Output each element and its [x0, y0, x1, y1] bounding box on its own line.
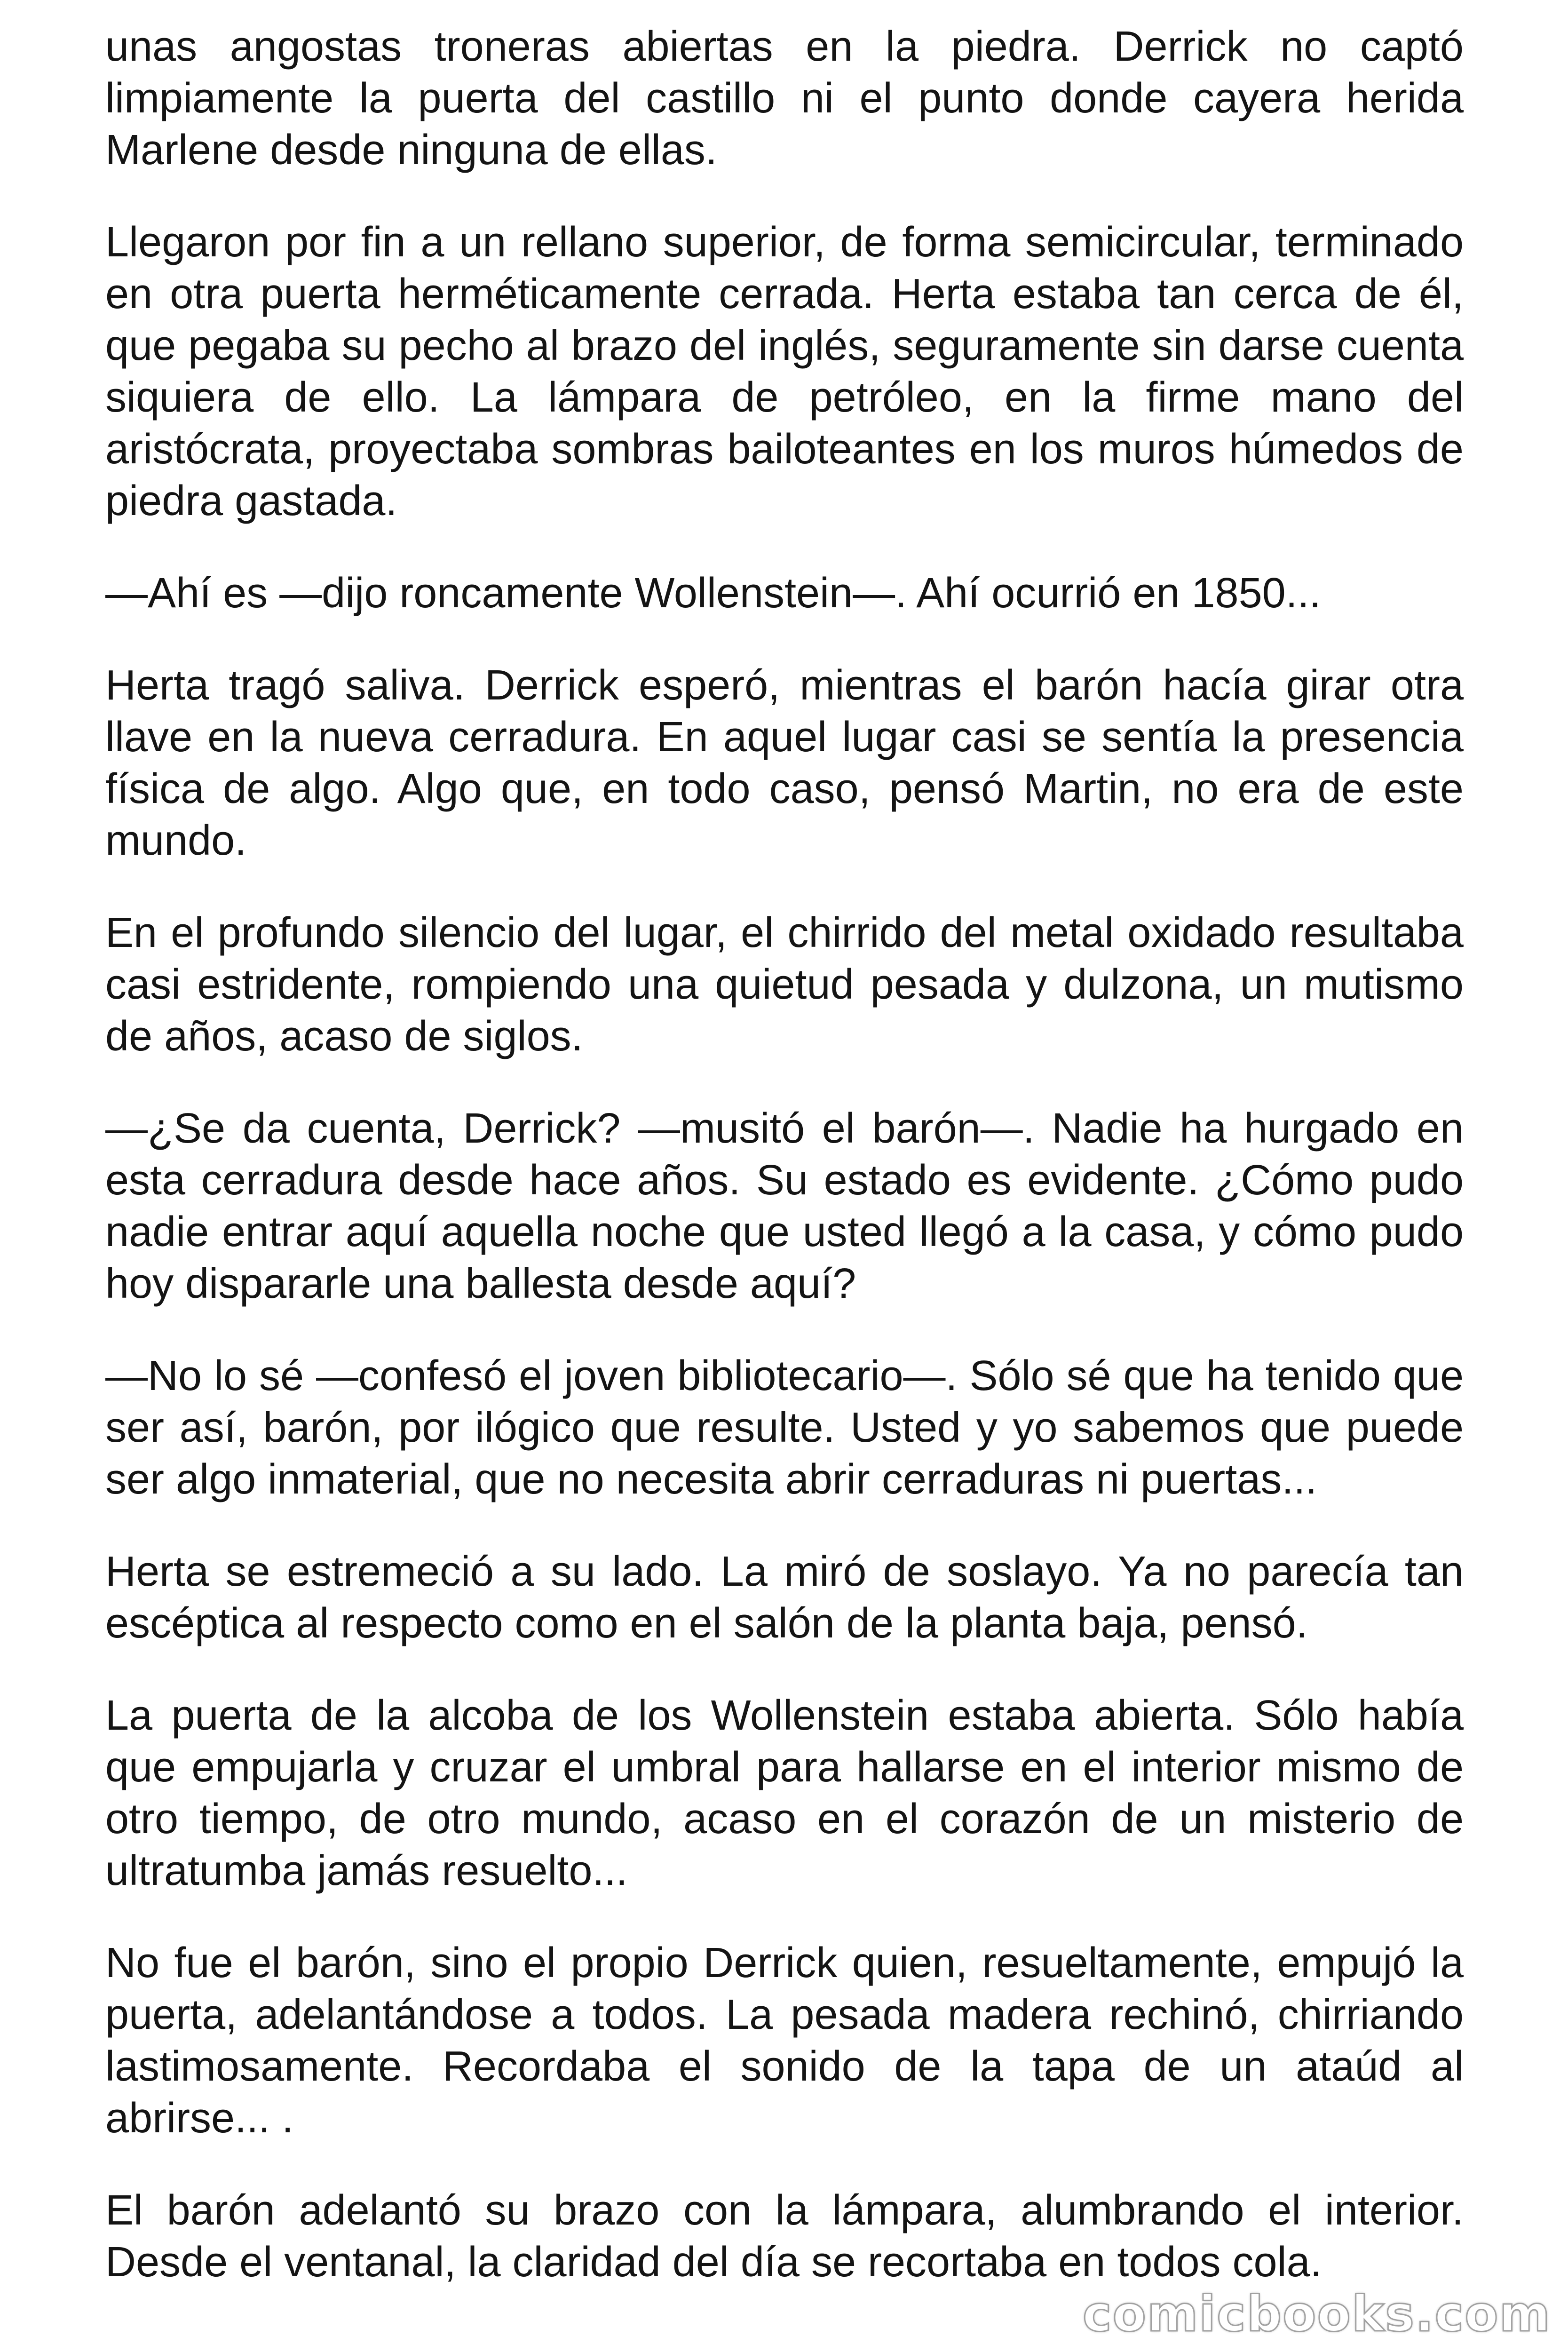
- paragraph: El barón adelantó su brazo con la lámpara, alumbrando el interior. Desde el ventanal, la claridad del día se recortaba en todos cola.: [105, 2187, 1464, 2286]
- page-body: [105, 21, 1464, 2288]
- paragraph: La puerta de la alcoba de los Wollenstein estaba abierta. Sólo había que empujarla y cruzar el umbral para hallarse en el interior mismo de otro tiempo, de otro mundo, acaso en el corazón de un misterio de ultratumba jamás resuelto...: [105, 1692, 1464, 1894]
- paragraph: —¿Se da cuenta, Derrick? —musitó el barón—. Nadie ha hurgado en esta cerradura desde hace años. Su estado es evidente. ¿Cómo pudo nadie entrar aquí aquella noche que usted llegó a la casa, y cómo pudo hoy dispararle una ballesta desde aquí?: [105, 1105, 1464, 1307]
- paragraph: En el profundo silencio del lugar, el chirrido del metal oxidado resultaba casi estridente, rompiendo una quietud pesada y dulzona, un mutismo de años, acaso de siglos.: [105, 909, 1464, 1060]
- watermark-logo: comicbooks.com: [1082, 2285, 1551, 2343]
- paragraph: Herta se estremeció a su lado. La miró de soslayo. Ya no parecía tan escéptica al respecto como en el salón de la planta baja, pensó.: [105, 1548, 1464, 1647]
- paragraph: Herta tragó saliva. Derrick esperó, mientras el barón hacía girar otra llave en la nueva cerradura. En aquel lugar casi se sentía la presencia física de algo. Algo que, en todo caso, pensó Martin, no era de este mundo.: [105, 662, 1464, 864]
- paragraph: No fue el barón, sino el propio Derrick quien, resueltamente, empujó la puerta, adelantándose a todos. La pesada madera rechinó, chirriando lastimosamente. Recordaba el sonido de la tapa de un ataúd al abrirse... .: [105, 1939, 1464, 2142]
- paragraph: unas angostas troneras abiertas en la piedra. Derrick no captó limpiamente la puerta del castillo ni el punto donde cayera herida Marlene desde ninguna de ellas.: [105, 23, 1464, 174]
- paragraph: —Ahí es —dijo roncamente Wollenstein—. Ahí ocurrió en 1850...: [105, 570, 1321, 617]
- paragraph: —No lo sé —confesó el joven bibliotecario—. Sólo sé que ha tenido que ser así, barón, por ilógico que resulte. Usted y yo sabemos que puede ser algo inmaterial, que no necesita abrir cerraduras ni puertas...: [105, 1352, 1464, 1503]
- paragraph: Llegaron por fin a un rellano superior, de forma semicircular, terminado en otra puerta herméticamente cerrada. Herta estaba tan cerca de él, que pegaba su pecho al brazo del inglés, seguramente sin darse cuenta siquiera de ello. La lámpara de petróleo, en la firme mano del aristócrata, proyectaba sombras bailoteantes en los muros húmedos de piedra gastada.: [105, 219, 1464, 524]
